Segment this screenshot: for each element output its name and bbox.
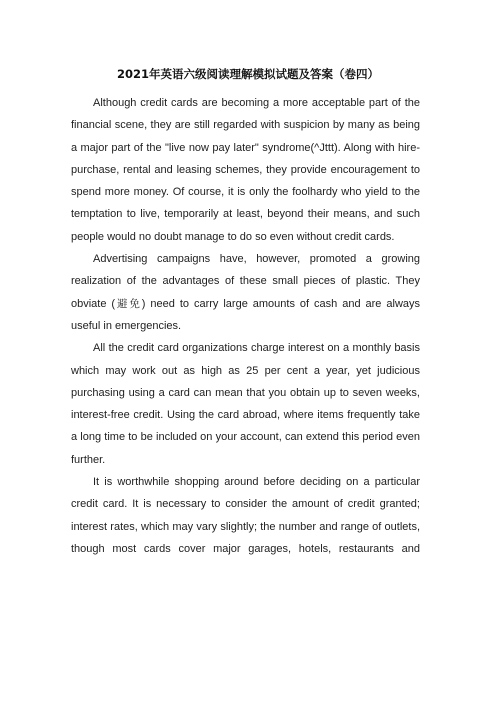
paragraph-3: All the credit card organizations charge interest on a monthly basis which may work out as high as 25 per cent a year, yet judicious purchasing using a card can mean that you obtain up to seven weeks, interest-free credit. Using the card abroad, where items frequently take a long time to be included on your account, can extend this period even further. — [71, 342, 420, 466]
paragraph-4: It is worthwhile shopping around before deciding on a particular credit card. It is necessary to consider the amount of credit granted; interest rates, which may vary slightly; the number and range of outlets, though most cards cover major garages, hotels, restaurants and — [71, 476, 420, 555]
paragraph-1: Although credit cards are becoming a more acceptable part of the financial scene, they are still regarded with suspicion by many as being a major part of the "live now pay later" syndrome(^Jttt). Along with hire-purchase, rental and leasing schemes, they provide encouragement to spend more money. Of course, it is only the foolhardy who yield to the temptation to live, temporarily at least, beyond their means, and such people would no doubt manage to do so even without credit cards. — [71, 97, 420, 243]
paragraph-2-text-after: ) need to carry large amounts of cash and are always useful in emergencies. — [71, 297, 421, 332]
paragraph-2-chinese-gloss: 避免 — [115, 297, 142, 310]
paragraph-2 — [71, 248, 420, 337]
document-title: 2021年英语六级阅读理解模拟试题及答案（卷四） — [116, 67, 379, 81]
document-body — [71, 92, 420, 560]
paragraph-2-text-before: Advertising campaigns have, however, promoted a growing realization of the advantages of these small pieces of plastic. They obviate ( — [71, 253, 420, 310]
